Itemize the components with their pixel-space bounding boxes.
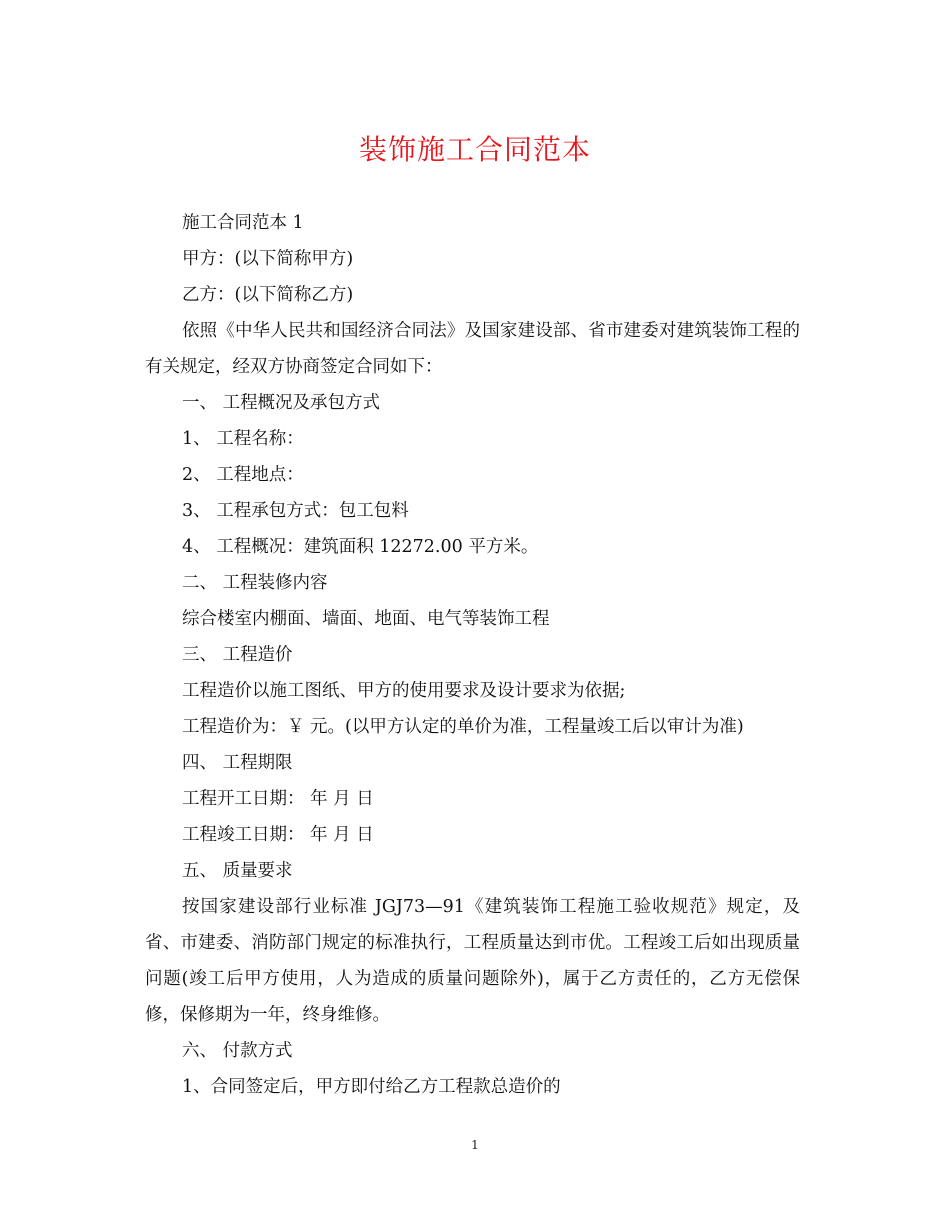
paragraph: 工程造价为：￥ 元。(以甲方认定的单价为准，工程量竣工后以审计为准)	[182, 717, 744, 737]
paragraph: 4、 工程概况：建筑面积 12272.00 平方米。	[182, 537, 539, 557]
paragraph: 六、 付款方式	[182, 1041, 293, 1061]
paragraph: 施工合同范本 1	[182, 213, 304, 233]
paragraph: 1、 工程名称：	[182, 429, 304, 449]
paragraph: 四、 工程期限	[182, 753, 293, 773]
paragraph: 2、 工程地点：	[182, 465, 304, 485]
paragraph: 1、合同签定后，甲方即付给乙方工程款总造价的	[182, 1077, 561, 1097]
page-number: 1	[471, 1138, 479, 1152]
paragraph: 二、 工程装修内容	[182, 573, 328, 593]
paragraph: 三、 工程造价	[182, 645, 293, 665]
document-title: 装饰施工合同范本	[358, 133, 591, 166]
paragraph: 综合楼室内棚面、墙面、地面、电气等装饰工程	[182, 609, 550, 629]
paragraph: 按国家建设部行业标准 JGJ73—91《建筑装饰工程施工验收规范》规定，及省、市建委、消防部门规定的标准执行，工程质量达到市优。工程竣工后如出现质量问题(竣工后甲方使用，人为造成的质量问题除外)，属于乙方责任的，乙方无偿保修，保修期为一年，终身维修。	[145, 897, 800, 1025]
paragraph: 3、 工程承包方式：包工包料	[182, 501, 409, 521]
paragraph: 五、 质量要求	[182, 861, 293, 881]
paragraph: 甲方：(以下简称甲方)	[182, 249, 354, 269]
paragraph: 依照《中华人民共和国经济合同法》及国家建设部、省市建委对建筑装饰工程的有关规定，经双方协商签定合同如下：	[145, 321, 800, 377]
document-body	[145, 205, 800, 1105]
paragraph: 工程造价以施工图纸、甲方的使用要求及设计要求为依据;	[182, 681, 626, 701]
paragraph: 工程开工日期： 年 月 日	[182, 789, 374, 809]
paragraph: 工程竣工日期： 年 月 日	[182, 825, 374, 845]
paragraph: 乙方：(以下简称乙方)	[182, 285, 354, 305]
paragraph: 一、 工程概况及承包方式	[182, 393, 381, 413]
